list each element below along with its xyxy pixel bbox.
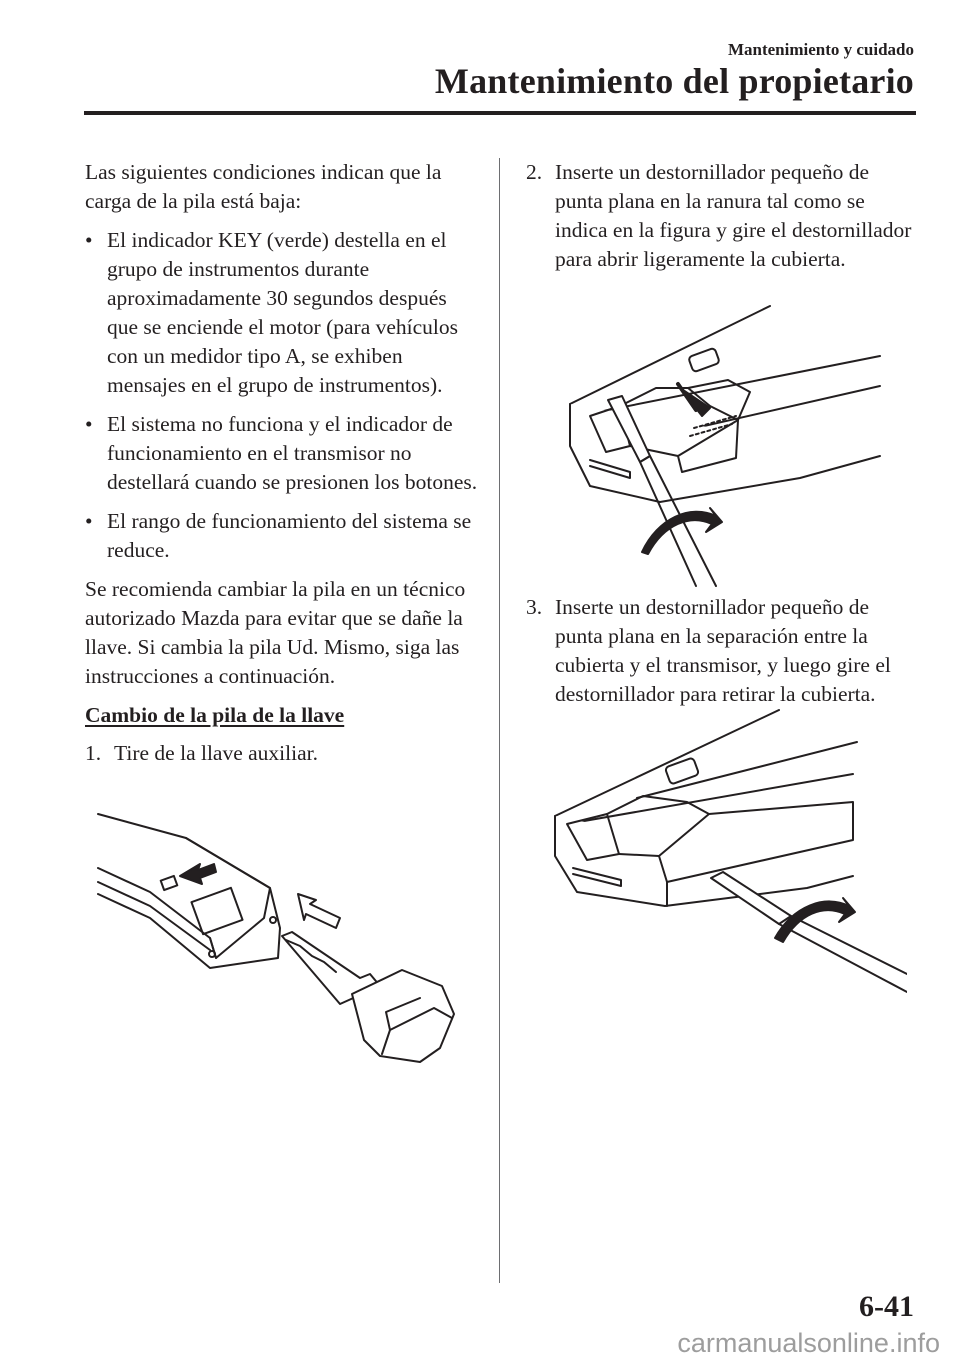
step-number: 3. bbox=[526, 595, 543, 619]
bullet-item bbox=[85, 226, 480, 400]
figure-auxiliary-key bbox=[90, 808, 470, 1070]
page-title: Mantenimiento del propietario bbox=[434, 61, 914, 101]
step-number: 1. bbox=[85, 741, 102, 765]
step-3 bbox=[526, 593, 916, 709]
bullet-dot: • bbox=[85, 509, 93, 533]
step-number: 2. bbox=[526, 160, 543, 184]
bullet-text: El sistema no funciona y el indicador de funcionamiento en el transmisor no destellará cuando se presionen los botones. bbox=[107, 412, 478, 494]
section-heading: Cambio de la pila de la llave bbox=[85, 703, 345, 727]
bullet-text: El rango de funcionamiento del sistema se reduce. bbox=[107, 509, 472, 562]
header-rule bbox=[84, 111, 916, 115]
column-divider bbox=[499, 158, 500, 1283]
bullet-dot: • bbox=[85, 228, 93, 252]
watermark: carmanualsonline.info bbox=[677, 1328, 940, 1358]
figure-remove-cover bbox=[547, 706, 907, 998]
step-1 bbox=[85, 739, 480, 768]
bullet-item bbox=[85, 507, 480, 565]
right-column bbox=[526, 158, 916, 284]
step-text: Inserte un destornillador pequeño de punta plana en la separación entre la cubierta y el transmisor, y luego gire el destornillador para retirar la cubierta. bbox=[555, 595, 891, 706]
step-text: Tire de la llave auxiliar. bbox=[114, 741, 318, 765]
page-number: 6-41 bbox=[859, 1290, 914, 1323]
figure-open-cover bbox=[560, 296, 905, 588]
intro-paragraph: Las siguientes condiciones indican que la carga de la pila está baja: bbox=[85, 160, 442, 213]
section-title: Mantenimiento y cuidado bbox=[727, 40, 914, 59]
step-2 bbox=[526, 158, 916, 274]
left-column bbox=[85, 158, 480, 778]
bullet-item bbox=[85, 410, 480, 497]
bullet-text: El indicador KEY (verde) destella en el grupo de instrumentos durante aproximadamente 30 segundos después que se enciende el motor (para vehículos con un medidor tipo A, se exhiben mensajes en el grupo de instrumentos). bbox=[107, 228, 459, 397]
step-text: Inserte un destornillador pequeño de punta plana en la ranura tal como se indica en la figura y gire el destornillador para abrir ligeramente la cubierta. bbox=[555, 160, 912, 271]
right-column-lower bbox=[526, 593, 916, 719]
recommendation-paragraph: Se recomienda cambiar la pila en un técnico autorizado Mazda para evitar que se dañe la llave. Si cambia la pila Ud. Mismo, siga las instrucciones a continuación. bbox=[85, 577, 466, 688]
bullet-dot: • bbox=[85, 412, 93, 436]
